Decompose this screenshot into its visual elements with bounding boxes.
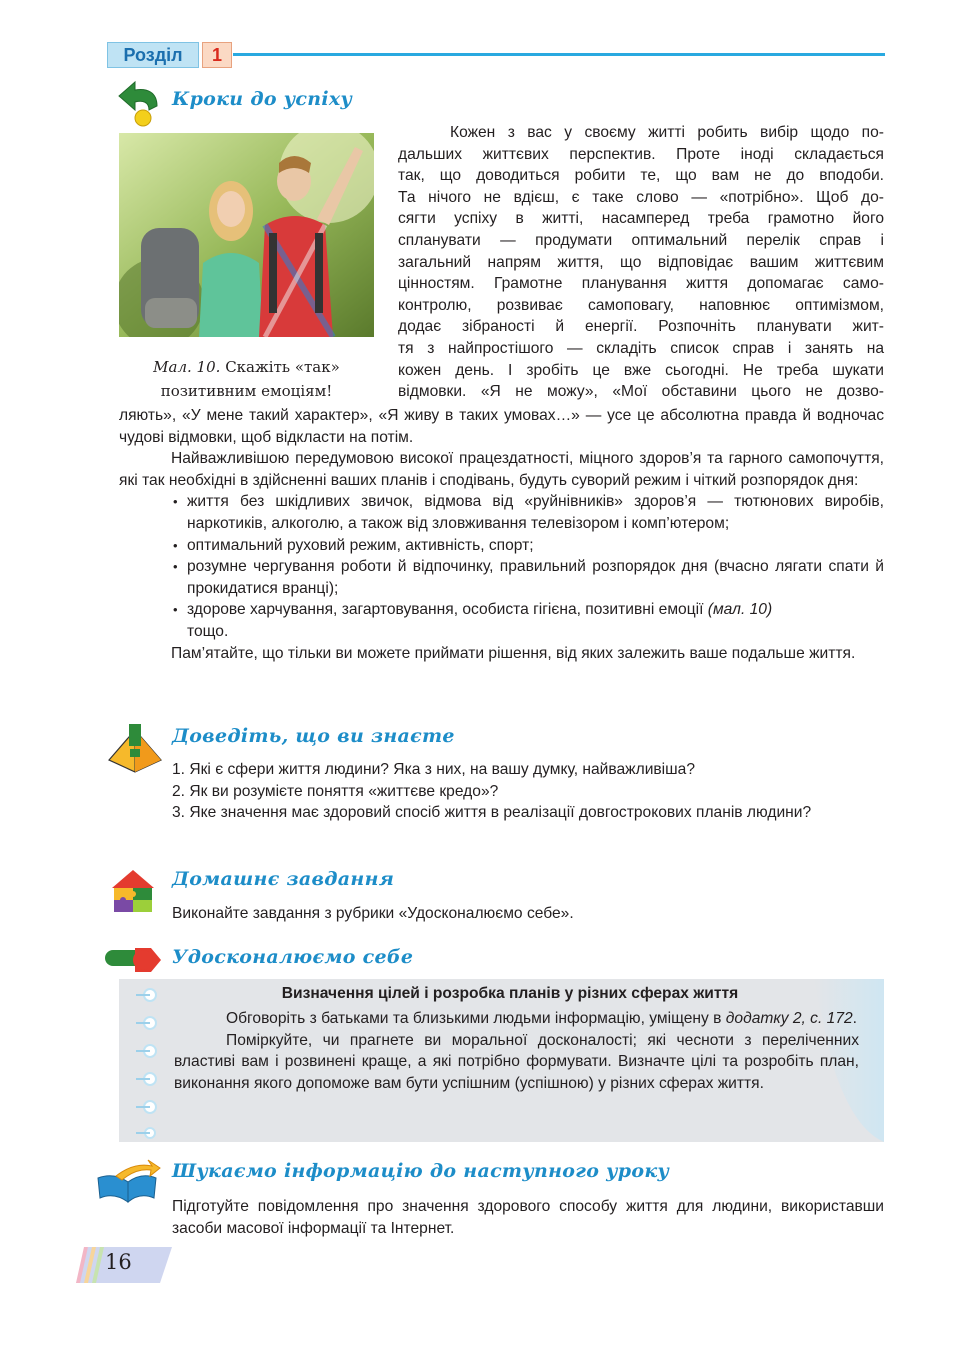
page-number: 16: [105, 1250, 132, 1274]
paragraph-regime: Найважливішою передумовою високої працездатності, міцного здоров’я та гарного самопочуття, які так необхідні в здійсненні ваших планів і сподівань, будуть суворий режим і чіткий розпорядок дня:: [119, 450, 884, 489]
text-line: контролю, розвиває самоповагу, наповнює оптимізмом,: [398, 296, 884, 314]
question-item: 3. Яке значення має здоровий спосіб життя в реалізації довгострокових планів людини?: [172, 804, 812, 822]
prove-questions: [172, 759, 884, 824]
header-rule: [233, 53, 885, 56]
puzzle-house-icon: [110, 868, 156, 914]
exclamation-pyramid-icon: [107, 722, 163, 774]
text-line: відмовки. «Я не можу», «Мої обставини цього не дозво-: [398, 383, 884, 401]
list-item: • життя без шкідливих звичок, відмова від «руйнівників» здоров’я — тютюнових виробів, наркотиків, алкоголю, а також від зловживання телевізором і комп’ютером;: [173, 491, 884, 534]
caption-text: Скажіть «так» позитивним емоціям!: [160, 358, 340, 400]
regime-list: [173, 491, 884, 642]
text-line: так, що доводиться робити те, що вам не до вподоби.: [398, 167, 884, 185]
arrow-back-icon: [117, 80, 161, 128]
text-line: спланувати — продумати оптимальний перелік справ і: [398, 231, 884, 249]
panel-title: Визначення цілей і розробка планів у різних сферах життя: [281, 985, 739, 1002]
prove-title: Доведіть, що ви знаєте: [172, 725, 455, 747]
list-item: • оптимальний руховий режим, активність, спорт;: [173, 535, 884, 557]
steps-paragraph-1: [398, 122, 884, 403]
panel-paragraph-1-text: Обговоріть з батьками та близькими людьми інформацію, уміщену в: [226, 1010, 722, 1027]
paragraph-remember: Пам’ятайте, що тільки ви можете приймати рішення, від яких залежить ваше подальше життя.: [171, 644, 856, 662]
question-item: 1. Які є сфери життя людини? Яка з них, на вашу думку, найважливіша?: [172, 761, 696, 778]
panel-paragraph-1-end: .: [852, 1010, 858, 1027]
homework-text: Виконайте завдання з рубрики «Удосконалюємо себе».: [172, 905, 574, 922]
list-item-tail: тощо.: [187, 622, 229, 640]
list-item: • розумне чергування роботи й відпочинку, правильний розпорядок дня (вчасно лягати спати й прокидатися вранці);: [173, 556, 884, 599]
search-text: Підготуйте повідомлення про значення здорового способу життя для людини, використавши засоби масової інформації та Інтернет.: [172, 1198, 884, 1237]
search-title: Шукаємо інформацію до наступного уроку: [172, 1160, 670, 1182]
text-line: дальших життєвих перспектив. Проте іноді складається: [398, 145, 884, 163]
steps-title: Кроки до успіху: [172, 88, 353, 110]
photo-caption: [119, 355, 374, 403]
section-number: 1: [202, 42, 232, 68]
list-item-text: здорове харчування, загартовування, особиста гігієна, позитивні емоції: [187, 601, 704, 619]
question-item: 2. Як ви розумієте поняття «життєве кредо»?: [172, 782, 499, 800]
open-book-arrow-icon: [96, 1158, 162, 1204]
panel-paragraph-1: [174, 1008, 859, 1030]
couple-photo: [119, 133, 374, 337]
homework-title: Домашнє завдання: [172, 868, 395, 890]
text-line: Та нічого не вдієш, є таке слово — «потрібно». Щоб до-: [398, 188, 884, 206]
list-item: [173, 599, 884, 642]
figure-reference: (мал. 10): [707, 601, 773, 619]
arrow-forward-icon: [103, 944, 163, 976]
improve-title: Удосконалюємо себе: [172, 946, 414, 968]
steps-body: [119, 405, 884, 664]
text-line: цінностям. Грамотне планування життя допомагає само-: [398, 275, 884, 293]
caption-figure-number: Мал. 10.: [153, 358, 221, 376]
panel-text: [174, 1008, 859, 1094]
text-line: загальний напрям життя, що відповідає вашим життєвим: [398, 253, 884, 271]
text-line: кожен день. І зробіть це вже сьогодні. Не треба шукати: [398, 361, 884, 379]
panel-paragraph-2: Поміркуйте, чи прагнете ви моральної досконалості; які чесноти з переліченних властиві вам і розвинені краще, а які потрібно формувати. Визначте цілі та розробіть план, виконання якого допоможе вам бути успішним (успішною) у різних сферах життя.: [174, 1031, 859, 1092]
text-line: Кожен з вас у своєму житті робить вибір щодо по-: [450, 124, 884, 141]
appendix-reference: додатку 2, с. 172: [725, 1010, 853, 1027]
text-line: тя з найпростішого — складіть список справ і занять на: [398, 339, 884, 357]
notebook-rings: [136, 983, 166, 1139]
text-line: сягти успіху в житті, насамперед треба грамотно його: [398, 210, 884, 228]
text-line: додає зібраності й енергії. Розпочніть планувати жит-: [398, 318, 884, 336]
paragraph-continuation: ляють», «У мене такий характер», «Я живу в таких умовах…» — усе це абсолютна правда й водночас чудові відмовки, щоб відкласти на потім.: [119, 407, 884, 446]
section-label: Розділ: [107, 42, 199, 68]
